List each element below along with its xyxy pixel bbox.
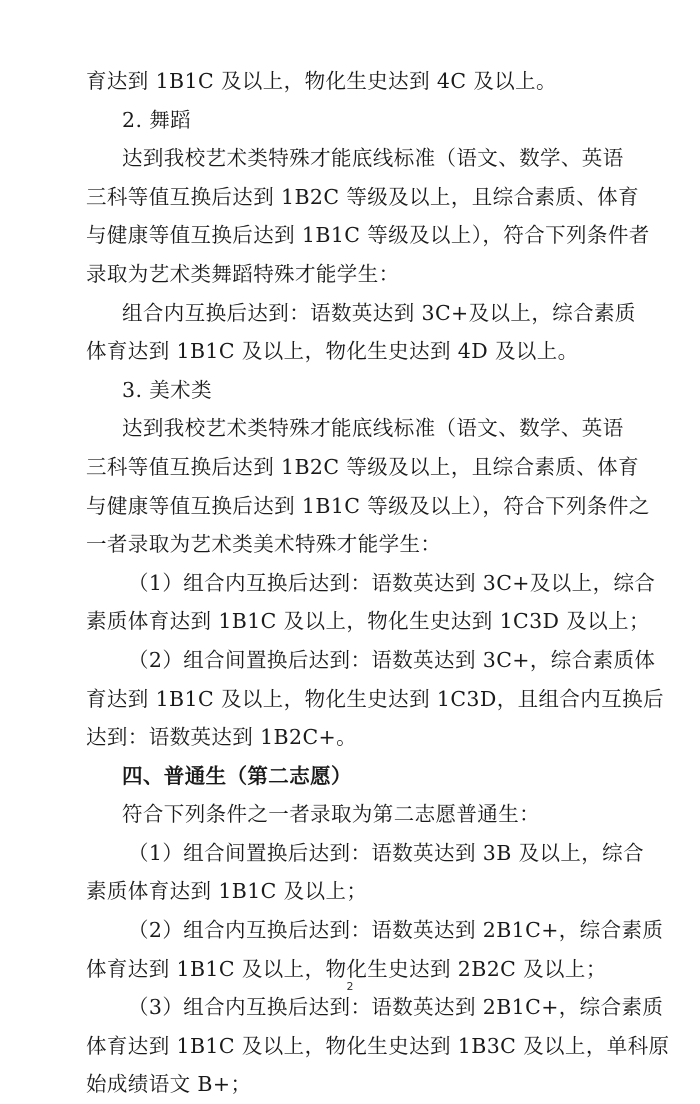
text-line: 育达到 1B1C 及以上，物化生史达到 4C 及以上。 <box>86 69 557 93</box>
text-line: 达到：语数英达到 1B2C+。 <box>86 725 358 750</box>
text-line: 组合内互换后达到：语数英达到 3C+及以上，综合素质 <box>122 300 636 325</box>
text-line: 三科等值互换后达到 1B2C 等级及以上，且综合素质、体育 <box>86 454 639 479</box>
text-line: 符合下列条件之一者录取为第二志愿普通生： <box>122 802 540 827</box>
text-line: 三科等值互换后达到 1B2C 等级及以上，且综合素质、体育 <box>86 184 639 209</box>
text-line: 始成绩语文 B+； <box>86 1072 252 1097</box>
section-heading-art: 3. 美术类 <box>122 377 212 402</box>
text-line: 达到我校艺术类特殊才能底线标准（语文、数学、英语 <box>122 416 624 441</box>
text-line: 达到我校艺术类特殊才能底线标准（语文、数学、英语 <box>122 146 624 171</box>
list-item: （1）组合内互换后达到：语数英达到 3C+及以上，综合 <box>128 570 656 595</box>
text-line: 体育达到 1B1C 及以上，物化生史达到 4D 及以上。 <box>86 339 579 364</box>
text-line: 素质体育达到 1B1C 及以上； <box>86 879 368 904</box>
list-item: （2）组合内互换后达到：语数英达到 2B1C+，综合素质 <box>128 918 664 943</box>
text-line: 素质体育达到 1B1C 及以上，物化生史达到 1C3D 及以上； <box>86 609 650 634</box>
text-line: 与健康等值互换后达到 1B1C 等级及以上），符合下列条件之 <box>86 493 650 518</box>
document-body <box>86 62 670 1104</box>
text-line: 体育达到 1B1C 及以上，物化生史达到 1B3C 及以上，单科原 <box>86 1033 670 1058</box>
text-line: 体育达到 1B1C 及以上，物化生史达到 2B2C 及以上； <box>86 956 607 981</box>
section-heading-dance: 2. 舞蹈 <box>122 107 192 132</box>
list-item: （3）组合内互换后达到：语数英达到 2B1C+，综合素质 <box>128 995 664 1020</box>
text-line: 录取为艺术类舞蹈特殊才能学生： <box>86 261 400 286</box>
section-heading-regular-students: 四、普通生（第二志愿） <box>122 763 352 788</box>
page-number: 2 <box>346 980 354 993</box>
list-item: （2）组合间置换后达到：语数英达到 3C+，综合素质体 <box>128 647 656 672</box>
text-line: 与健康等值互换后达到 1B1C 等级及以上），符合下列条件者 <box>86 223 650 248</box>
text-line: 一者录取为艺术类美术特殊才能学生： <box>86 532 442 557</box>
list-item: （1）组合间置换后达到：语数英达到 3B 及以上，综合 <box>128 840 644 865</box>
text-line: 育达到 1B1C 及以上，物化生史达到 1C3D，且组合内互换后 <box>86 686 664 711</box>
